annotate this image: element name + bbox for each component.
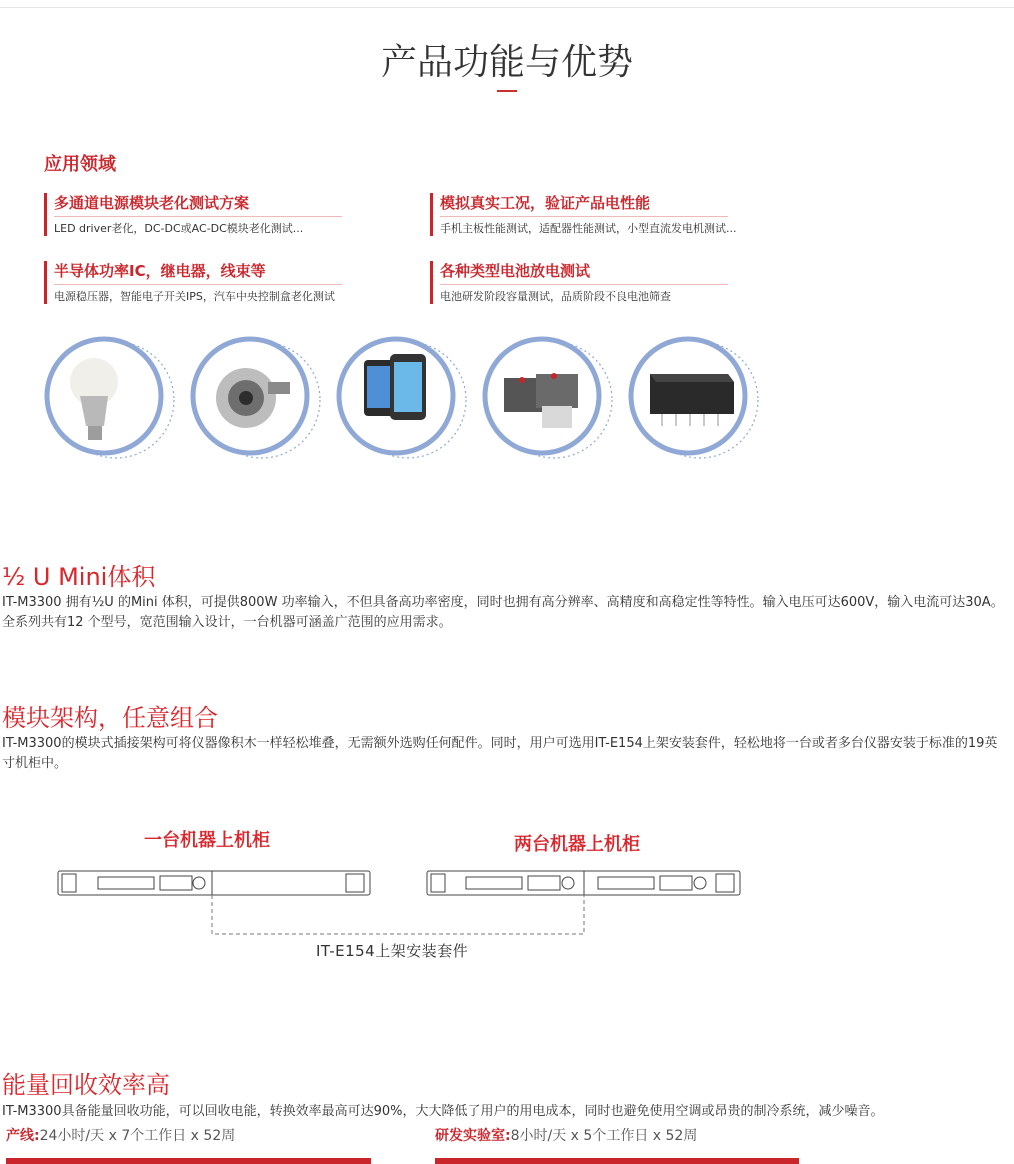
application-item	[44, 261, 342, 304]
application-images	[44, 334, 774, 464]
application-item-title: 多通道电源模块老化测试方案	[54, 193, 342, 217]
application-item	[430, 193, 737, 236]
production-table-header	[6, 1158, 371, 1164]
applications-heading: 应用领域	[44, 154, 116, 175]
application-item-title: 半导体功率IC，继电器，线束等	[54, 261, 342, 285]
mini-size-title: ½ U Mini体积	[2, 563, 156, 591]
application-item-desc: 手机主板性能测试，适配器性能测试，小型直流发电机测试...	[440, 222, 737, 235]
led-bulb-image	[44, 334, 168, 458]
production-line-schedule	[6, 1125, 235, 1145]
application-item-desc: LED driver老化，DC-DC或AC-DC模块老化测试...	[54, 222, 304, 235]
energy-title: 能量回收效率高	[2, 1071, 170, 1099]
rack-kit-label: IT-E154上架安装套件	[316, 942, 469, 960]
single-rack-label: 一台机器上机柜	[144, 830, 270, 851]
application-item	[430, 261, 728, 304]
application-item-title: 模拟真实工况，验证产品电性能	[440, 193, 728, 217]
energy-text: IT-M3300具备能量回收功能，可以回收电能，转换效率最高可达90%，大大降低了用户的用电成本，同时也避免使用空调或昂贵的制冷系统，减少噪音。	[2, 1104, 884, 1119]
title-underline	[497, 90, 517, 92]
application-item-desc: 电源稳压器，智能电子开关IPS，汽车中央控制盒老化测试	[54, 290, 335, 303]
rd-lab-label: 研发实验室:	[435, 1128, 511, 1144]
modular-title: 模块架构，任意组合	[2, 704, 218, 732]
batteries-image	[482, 334, 606, 458]
rack-mount-diagram	[0, 820, 1014, 970]
application-item-title: 各种类型电池放电测试	[440, 261, 728, 285]
application-item	[44, 193, 342, 236]
rd-lab-schedule	[435, 1125, 697, 1145]
rd-lab-value: 8小时/天 x 5个工作日 x 52周	[510, 1128, 698, 1144]
top-divider	[0, 7, 1014, 8]
mini-size-text: IT-M3300 拥有½U 的Mini 体积，可提供800W 功率输入，不但具备高功率密度，同时也拥有高分辨率、高精度和高稳定性等特性。输入电压可达600V，输入电流可达30A。全系列共有12 个型号，宽范围输入设计，一台机器可涵盖广范围的应用需求。	[2, 595, 1004, 630]
rack-drawing	[0, 820, 1014, 970]
rd-table-header	[435, 1158, 799, 1164]
power-module-image	[628, 334, 752, 458]
alternator-image	[190, 334, 314, 458]
production-line-value: 24小时/天 x 7个工作日 x 52周	[39, 1128, 236, 1144]
application-item-desc: 电池研发阶段容量测试，品质阶段不良电池筛查	[440, 290, 671, 303]
double-rack-label: 两台机器上机柜	[514, 834, 640, 855]
page-title: 产品功能与优势	[380, 42, 633, 83]
modular-text: IT-M3300的模块式插接架构可将仪器像积木一样轻松堆叠，无需额外选购任何配件。同时，用户可选用IT-E154上架安装套件，轻松地将一台或者多台仪器安装于标准的19英寸机柜中。	[2, 736, 998, 771]
smartphones-image	[336, 334, 460, 458]
production-line-label: 产线:	[6, 1128, 40, 1144]
